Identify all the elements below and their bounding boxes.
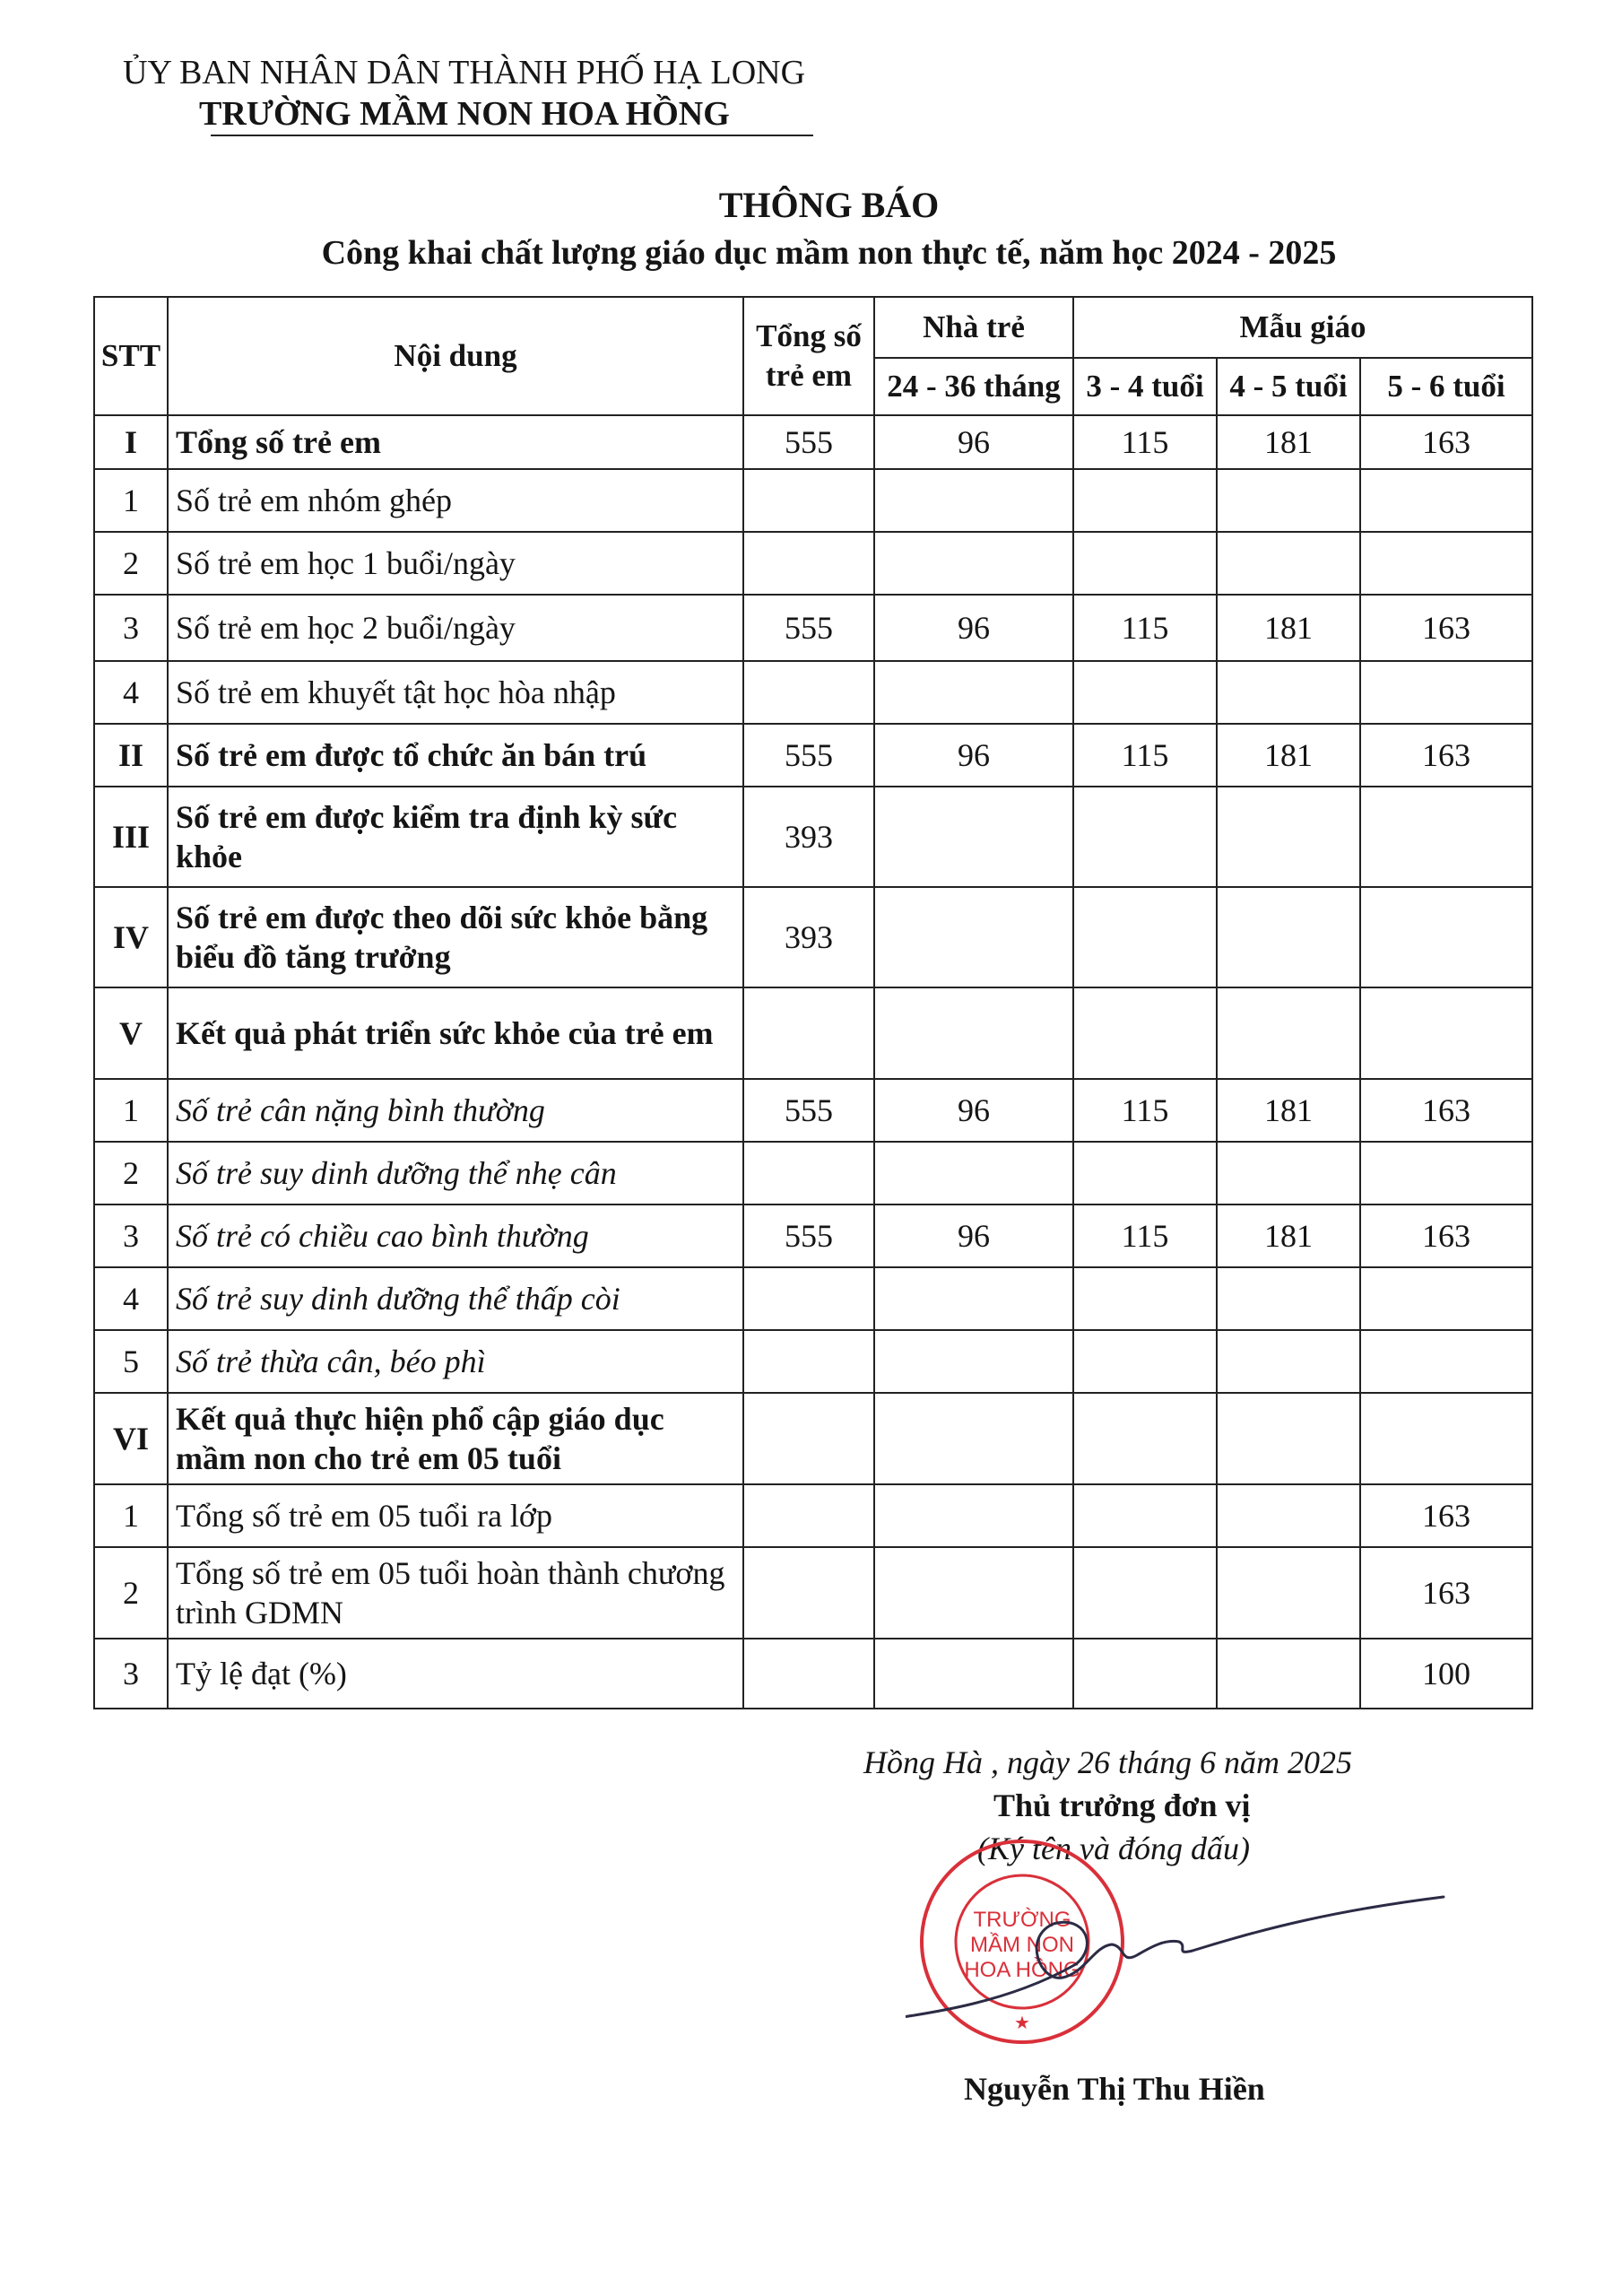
row-content: Số trẻ thừa cân, béo phì [168, 1330, 743, 1393]
org-header [123, 52, 805, 135]
row-total [743, 661, 874, 724]
table-row [94, 1205, 1532, 1267]
table-row [94, 1393, 1532, 1484]
row-age-3-4 [1073, 532, 1217, 595]
row-age-4-5 [1217, 1639, 1360, 1709]
row-age-4-5 [1217, 987, 1360, 1079]
row-stt: 2 [94, 1547, 168, 1639]
row-age-4-5: 181 [1217, 1079, 1360, 1142]
row-content: Số trẻ cân nặng bình thường [168, 1079, 743, 1142]
row-age-3-4 [1073, 1142, 1217, 1205]
row-age-3-4 [1073, 1484, 1217, 1547]
row-total: 393 [743, 787, 874, 887]
table-row [94, 1639, 1532, 1709]
table-row [94, 415, 1532, 469]
official-stamp-and-signature [906, 1830, 1462, 2072]
row-content: Số trẻ em nhóm ghép [168, 469, 743, 532]
row-age-3-4 [1073, 1547, 1217, 1639]
header-age-3-4: 3 - 4 tuổi [1073, 358, 1217, 415]
row-age-3-4 [1073, 987, 1217, 1079]
row-nursery [874, 1484, 1073, 1547]
row-age-5-6: 163 [1360, 1079, 1532, 1142]
row-age-5-6 [1360, 1142, 1532, 1205]
row-age-5-6: 163 [1360, 1547, 1532, 1639]
row-nursery [874, 1639, 1073, 1709]
row-content: Tổng số trẻ em 05 tuổi hoàn thành chương trình GDMN [168, 1547, 743, 1639]
row-nursery: 96 [874, 415, 1073, 469]
row-stt: 1 [94, 1079, 168, 1142]
table-row [94, 469, 1532, 532]
footer-date: Hồng Hà , ngày 26 tháng 6 năm 2025 [863, 1744, 1352, 1780]
table-row [94, 1267, 1532, 1330]
row-age-5-6: 163 [1360, 1484, 1532, 1547]
row-age-5-6 [1360, 469, 1532, 532]
row-age-4-5 [1217, 1330, 1360, 1393]
document-title: THÔNG BÁO [718, 185, 940, 225]
table-row [94, 661, 1532, 724]
stamp-line-3: HOA HỒNG [964, 1958, 1080, 1982]
row-age-5-6 [1360, 1393, 1532, 1484]
header-age-5-6: 5 - 6 tuổi [1360, 358, 1532, 415]
row-age-4-5 [1217, 1267, 1360, 1330]
row-content: Số trẻ em học 1 buổi/ngày [168, 532, 743, 595]
row-age-5-6 [1360, 787, 1532, 887]
row-total [743, 1330, 874, 1393]
row-content: Số trẻ em được theo dõi sức khỏe bằng biểu đồ tăng trưởng [168, 887, 743, 987]
row-age-4-5: 181 [1217, 415, 1360, 469]
row-content: Số trẻ suy dinh dưỡng thể nhẹ cân [168, 1142, 743, 1205]
row-stt: III [94, 787, 168, 887]
table-row [94, 987, 1532, 1079]
row-age-5-6: 163 [1360, 1205, 1532, 1267]
row-age-4-5 [1217, 1547, 1360, 1639]
header-age-4-5: 4 - 5 tuổi [1217, 358, 1360, 415]
table-row [94, 1547, 1532, 1639]
row-age-5-6: 163 [1360, 415, 1532, 469]
row-age-3-4: 115 [1073, 1079, 1217, 1142]
row-stt: 1 [94, 469, 168, 532]
row-stt: 4 [94, 661, 168, 724]
row-nursery: 96 [874, 1205, 1073, 1267]
row-total [743, 1393, 874, 1484]
table-row [94, 1484, 1532, 1547]
table-row [94, 1142, 1532, 1205]
header-stt: STT [94, 297, 168, 415]
row-age-4-5 [1217, 1484, 1360, 1547]
row-age-4-5 [1217, 1142, 1360, 1205]
row-stt: VI [94, 1393, 168, 1484]
row-total [743, 1639, 874, 1709]
row-content: Số trẻ em được kiểm tra định kỳ sức khỏe [168, 787, 743, 887]
table-row [94, 1079, 1532, 1142]
row-total: 555 [743, 415, 874, 469]
row-age-4-5 [1217, 469, 1360, 532]
row-content: Số trẻ em khuyết tật học hòa nhập [168, 661, 743, 724]
document-subtitle: Công khai chất lượng giáo dục mầm non thực tế, năm học 2024 - 2025 [321, 234, 1337, 272]
footer-position: Thủ trưởng đơn vị [993, 1787, 1251, 1823]
row-total: 555 [743, 1079, 874, 1142]
row-stt: IV [94, 887, 168, 987]
table-row [94, 787, 1532, 887]
row-nursery [874, 1393, 1073, 1484]
stamp-line-2: MẦM NON [970, 1933, 1074, 1957]
row-stt: 1 [94, 1484, 168, 1547]
row-age-4-5: 181 [1217, 724, 1360, 787]
row-content: Số trẻ suy dinh dưỡng thể thấp còi [168, 1267, 743, 1330]
header-nursery: Nhà trẻ [874, 297, 1073, 358]
row-content: Kết quả thực hiện phổ cập giáo dục mầm non cho trẻ em 05 tuổi [168, 1393, 743, 1484]
header-nursery-age: 24 - 36 tháng [874, 358, 1073, 415]
row-age-5-6 [1360, 532, 1532, 595]
row-age-3-4 [1073, 661, 1217, 724]
school-name: TRƯỜNG MẦM NON HOA HỒNG [199, 95, 730, 133]
row-age-4-5 [1217, 887, 1360, 987]
row-age-5-6: 100 [1360, 1639, 1532, 1709]
table-row [94, 595, 1532, 661]
header-underline [211, 135, 813, 136]
row-nursery [874, 532, 1073, 595]
row-nursery: 96 [874, 595, 1073, 661]
row-nursery [874, 1547, 1073, 1639]
row-stt: 2 [94, 1142, 168, 1205]
table-row [94, 724, 1532, 787]
row-content: Số trẻ em được tổ chức ăn bán trú [168, 724, 743, 787]
stamp-line-1: TRƯỜNG [973, 1908, 1071, 1932]
footer-signer: Nguyễn Thị Thu Hiền [964, 2071, 1265, 2107]
row-content: Số trẻ em học 2 buổi/ngày [168, 595, 743, 661]
header-kindergarten: Mẫu giáo [1073, 297, 1532, 358]
row-nursery: 96 [874, 1079, 1073, 1142]
header-total: Tổng số trẻ em [743, 297, 874, 415]
row-nursery [874, 1330, 1073, 1393]
row-age-4-5 [1217, 532, 1360, 595]
row-total [743, 987, 874, 1079]
row-age-4-5 [1217, 1393, 1360, 1484]
row-age-5-6 [1360, 987, 1532, 1079]
row-total: 393 [743, 887, 874, 987]
row-age-3-4: 115 [1073, 1205, 1217, 1267]
row-content: Tỷ lệ đạt (%) [168, 1639, 743, 1709]
row-stt: 4 [94, 1267, 168, 1330]
row-nursery [874, 469, 1073, 532]
row-stt: V [94, 987, 168, 1079]
header-content: Nội dung [168, 297, 743, 415]
row-nursery: 96 [874, 724, 1073, 787]
row-age-4-5 [1217, 661, 1360, 724]
row-age-3-4 [1073, 787, 1217, 887]
row-age-5-6: 163 [1360, 724, 1532, 787]
row-age-3-4: 115 [1073, 595, 1217, 661]
row-nursery [874, 661, 1073, 724]
statistics-table [93, 296, 1533, 1709]
row-total [743, 469, 874, 532]
row-age-5-6 [1360, 1267, 1532, 1330]
row-age-3-4 [1073, 1639, 1217, 1709]
org-name: ỦY BAN NHÂN DÂN THÀNH PHỐ HẠ LONG [123, 54, 806, 91]
table-row [94, 1330, 1532, 1393]
row-content: Tổng số trẻ em 05 tuổi ra lớp [168, 1484, 743, 1547]
row-age-5-6 [1360, 887, 1532, 987]
row-age-3-4 [1073, 1267, 1217, 1330]
row-nursery [874, 1142, 1073, 1205]
row-stt: 5 [94, 1330, 168, 1393]
row-age-3-4 [1073, 1330, 1217, 1393]
row-age-5-6 [1360, 1330, 1532, 1393]
row-nursery [874, 787, 1073, 887]
row-age-3-4 [1073, 887, 1217, 987]
row-total: 555 [743, 1205, 874, 1267]
table-row [94, 532, 1532, 595]
row-age-3-4: 115 [1073, 724, 1217, 787]
row-age-3-4 [1073, 1393, 1217, 1484]
row-content: Tổng số trẻ em [168, 415, 743, 469]
row-stt: 3 [94, 1639, 168, 1709]
table-row [94, 887, 1532, 987]
row-content: Kết quả phát triển sức khỏe của trẻ em [168, 987, 743, 1079]
row-age-5-6: 163 [1360, 595, 1532, 661]
row-age-4-5: 181 [1217, 1205, 1360, 1267]
row-stt: II [94, 724, 168, 787]
footer-note: (Ký tên và đóng dấu) [977, 1831, 1250, 1866]
row-age-3-4 [1073, 469, 1217, 532]
row-stt: 3 [94, 1205, 168, 1267]
row-stt: I [94, 415, 168, 469]
row-stt: 2 [94, 532, 168, 595]
row-nursery [874, 887, 1073, 987]
row-nursery [874, 1267, 1073, 1330]
row-total [743, 532, 874, 595]
stamp-star: ★ [1014, 2013, 1030, 2033]
row-age-5-6 [1360, 661, 1532, 724]
row-total [743, 1484, 874, 1547]
row-total [743, 1267, 874, 1330]
row-stt: 3 [94, 595, 168, 661]
row-content: Số trẻ có chiều cao bình thường [168, 1205, 743, 1267]
row-nursery [874, 987, 1073, 1079]
row-total: 555 [743, 595, 874, 661]
row-total: 555 [743, 724, 874, 787]
table-body [94, 415, 1532, 1709]
row-total [743, 1142, 874, 1205]
row-age-4-5 [1217, 787, 1360, 887]
row-age-3-4: 115 [1073, 415, 1217, 469]
row-total [743, 1547, 874, 1639]
row-age-4-5: 181 [1217, 595, 1360, 661]
